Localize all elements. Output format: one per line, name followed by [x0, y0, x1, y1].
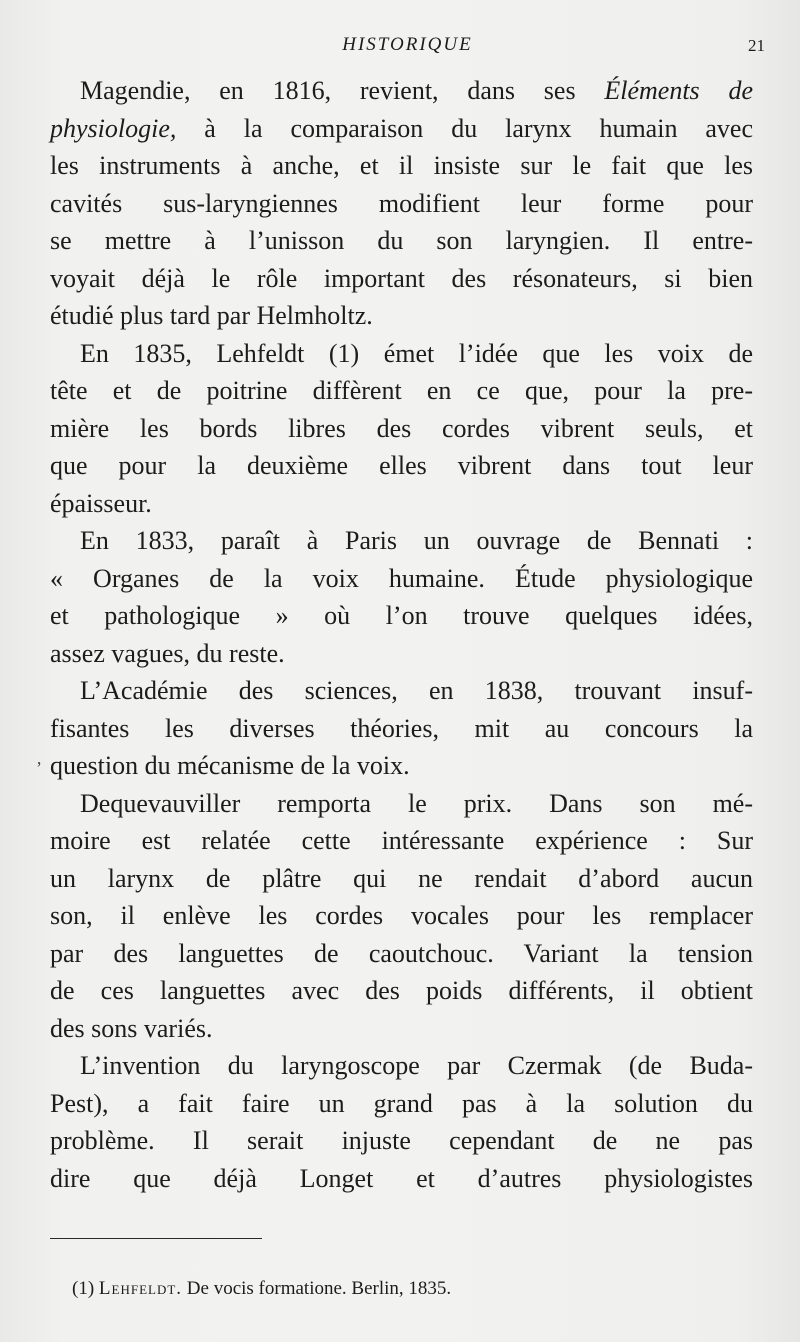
text-line	[50, 335, 753, 373]
line-text: assez vagues, du reste.	[50, 638, 285, 668]
page-number: 21	[748, 36, 765, 55]
text-line	[50, 710, 753, 748]
paragraph	[50, 785, 753, 1048]
line-text: cavités sus-laryngiennes modifient leur forme pour	[50, 188, 753, 218]
text-line	[50, 1122, 753, 1160]
line-text: L’invention du laryngoscope par Czermak (de Buda-	[80, 1051, 753, 1080]
line-text: Dequevauviller remporta le prix. Dans son mé-	[80, 788, 753, 818]
text-line	[50, 897, 753, 935]
footnote-rule	[50, 1238, 262, 1239]
text-line	[50, 935, 753, 973]
line-text: par des languettes de caoutchouc. Variant la tension	[50, 938, 753, 968]
text-line	[50, 447, 753, 485]
text-line	[50, 1085, 753, 1123]
text-line	[50, 410, 753, 448]
line-text: se mettre à l’unisson du son laryngien. Il entre-	[50, 226, 753, 255]
text-line	[50, 372, 753, 410]
text-line	[50, 747, 753, 785]
line-text: un larynx de plâtre qui ne rendait d’abord aucun	[50, 863, 753, 893]
text-line	[50, 222, 753, 260]
text-line	[50, 297, 753, 335]
paragraph	[50, 672, 753, 785]
paragraph	[50, 335, 753, 523]
text-line	[50, 260, 753, 298]
line-text: étudié plus tard par Helmholtz.	[50, 301, 373, 330]
line-text: Magendie, en 1816, revient, dans ses	[80, 76, 605, 105]
line-text: En 1835, Lehfeldt (1) émet l’idée que les voix de	[80, 338, 753, 368]
text-line	[50, 560, 753, 598]
text-line	[50, 72, 753, 110]
text-line	[50, 822, 753, 860]
line-text: question du mécanisme de la voix.	[50, 751, 410, 780]
line-text: En 1833, paraît à Paris un ouvrage de Bennati :	[80, 526, 753, 555]
line-text: que pour la deuxième elles vibrent dans tout leur	[50, 451, 753, 480]
text-line	[50, 597, 753, 635]
line-text: L’Académie des sciences, en 1838, trouvant insuf-	[80, 676, 753, 705]
line-text: moire est relatée cette intéressante expérience : Sur	[50, 826, 753, 855]
line-text: et pathologique » où l’on trouve quelques idées,	[50, 601, 753, 630]
paragraph	[50, 522, 753, 672]
italic-text: physiologie,	[50, 113, 177, 143]
text-line	[50, 672, 753, 710]
paragraph	[50, 1047, 753, 1197]
running-head: HISTORIQUE	[342, 34, 473, 55]
line-text: voyait déjà le rôle important des résonateurs, si bien	[50, 263, 753, 293]
line-text: mière les bords libres des cordes vibrent seuls, et	[50, 413, 753, 443]
text-line	[50, 185, 753, 223]
text-line	[50, 785, 753, 823]
page-header	[50, 34, 765, 64]
line-text: problème. Il serait injuste cependant de ne pas	[50, 1126, 753, 1155]
text-line	[50, 522, 753, 560]
footnote	[72, 1278, 451, 1300]
line-text: les instruments à anche, et il insiste sur le fait que les	[50, 151, 753, 180]
text-line	[50, 485, 753, 523]
line-text: des sons variés.	[50, 1013, 213, 1043]
line-text: de ces languettes avec des poids différents, il obtient	[50, 976, 753, 1005]
line-text: dire que déjà Longet et d’autres physiologistes	[50, 1163, 753, 1193]
text-line	[50, 635, 753, 673]
italic-text: Éléments de	[604, 76, 754, 105]
line-text: épaisseur.	[50, 488, 152, 518]
line-text: fisantes les diverses théories, mit au concours la	[50, 713, 753, 743]
paragraph	[50, 72, 753, 335]
line-text: son, il enlève les cordes vocales pour les remplacer	[50, 901, 753, 930]
footnote-author: Lehfeldt.	[98, 1278, 183, 1299]
text-line	[50, 972, 753, 1010]
footnote-text: De vocis formatione. Berlin, 1835.	[186, 1278, 452, 1299]
text-line	[50, 1047, 753, 1085]
text-line	[50, 860, 753, 898]
footnote-marker: (1)	[72, 1278, 95, 1299]
body-text	[50, 72, 753, 1197]
line-text: « Organes de la voix humaine. Étude physiologique	[50, 563, 753, 593]
text-line	[50, 1160, 753, 1198]
line-text: Pest), a fait faire un grand pas à la solution du	[50, 1088, 753, 1118]
margin-mark: ’	[36, 758, 42, 778]
line-text: à la comparaison du larynx humain avec	[176, 113, 753, 143]
line-text: tête et de poitrine diffèrent en ce que, pour la pre-	[50, 376, 753, 405]
text-line	[50, 1010, 753, 1048]
text-line	[50, 110, 753, 148]
text-line	[50, 147, 753, 185]
